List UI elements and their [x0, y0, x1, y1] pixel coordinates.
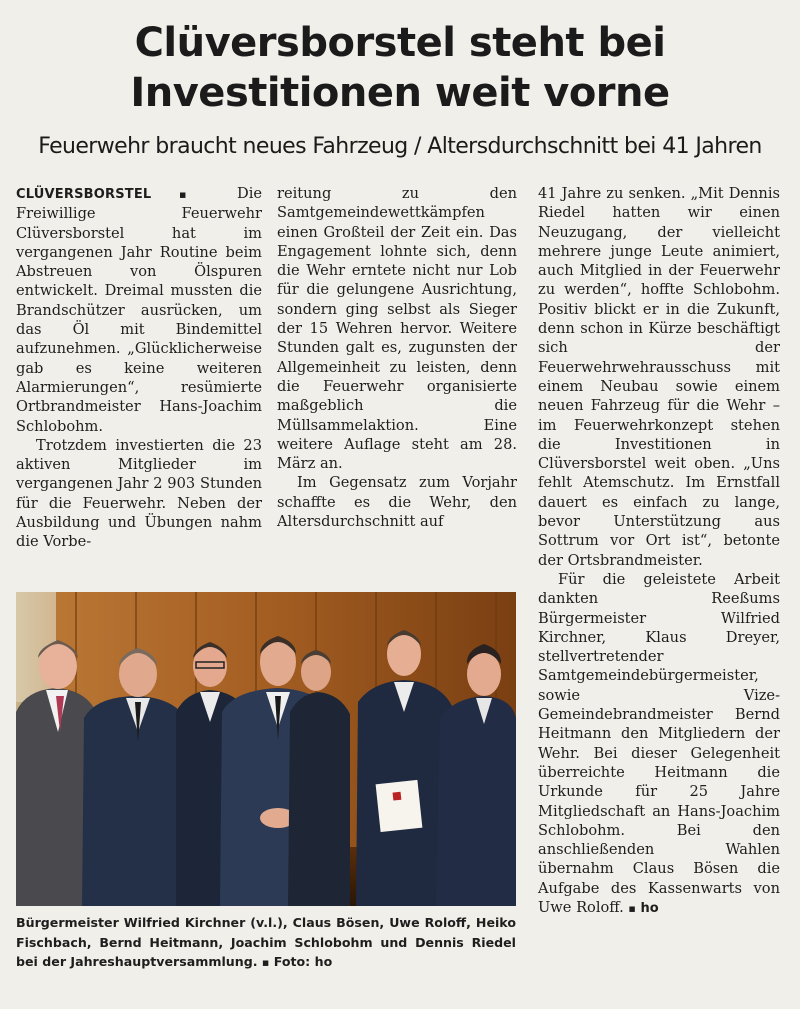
paragraph [538, 184, 780, 570]
paragraph-text: Im Gegensatz zum Vorjahr schaffte es die Wehr, den Altersdurchschnitt auf [277, 474, 517, 531]
paragraph-text: Für die geleistete Arbeit dankten Reeßums Bürgermeister Wilfried Kirchner, Klaus Dreyer, stellvertretender Samtgemeindebürgermeister, sowie Vize-Gemeindebrandmeister Bernd Heitmann den Mitgliedern der Wehr. Bei dieser Gelegenheit überreichte Heitmann die Urkunde für 25 Jahre Mitgliedschaft an Hans-Joachim Schlobohm. Bei den anschließenden Wahlen übernahm Claus Bösen die Aufgabe des Kassenwarts von Uwe Roloff. [538, 570, 780, 916]
caption-text: Bürgermeister Wilfried Kirchner (v.l.), Claus Bösen, Uwe Roloff, Heiko Fischbach, Bernd Heitmann, Joachim Schlobohm und Dennis Riedel bei der Jahreshauptversammlung. [16, 915, 516, 969]
paragraph [16, 436, 262, 552]
photo-caption [16, 913, 516, 973]
headline-line-1: Clüversborstel steht bei [134, 20, 666, 66]
dateline: CLÜVERSBORSTEL [16, 187, 152, 202]
article-subheadline: Feuerwehr braucht neues Fahrzeug / Altersdurchschnitt bei 41 Jahren [38, 134, 762, 159]
article-headline [0, 18, 800, 118]
author-separator: ▪ [628, 901, 636, 915]
credit-separator: ▪ [261, 956, 270, 969]
article-column-1 [16, 184, 262, 552]
paragraph [277, 473, 517, 531]
paragraph-text: Trotzdem investierten die 23 aktiven Mitglieder im vergangenen Jahr 2 903 Stunden für die Feuerwehr. Neben der Ausbildung und Übungen nahm die Vorbe- [16, 436, 262, 551]
group-photo [16, 592, 516, 906]
paragraph-text: Die Freiwillige Feuerwehr Clüversborstel hat im vergangenen Jahr Routine beim Abstreuen von Ölspuren entwickelt. Dreimal mussten die Brandschützer ausrücken, um das Öl mit Bindemittel aufzunehmen. „Glücklicherweise gab es keine weiteren Alarmierungen“, resümierte Ortbrandmeister Hans-Joachim Schlobohm. [16, 185, 263, 435]
article-column-2 [277, 184, 517, 531]
article-column-3 [538, 184, 780, 918]
dateline-separator: ▪ [179, 188, 210, 201]
group-photo-illustration [16, 592, 516, 906]
paragraph-text: reitung zu den Samtgemeindewettkämpfen einen Großteil der Zeit ein. Das Engagement lohnte sich, denn die Wehr erntete nicht nur Lob für die gelungene Ausrichtung, sondern ging selbst als Sieger der 15 Wehren hervor. Weitere Stunden galt es, zugunsten der Allgemeinheit zu leisten, denn die Feuerwehr organisierte maßgeblich die Müllsammelaktion. Eine weitere Auflage steht am 28. März an. [277, 185, 517, 473]
paragraph [538, 570, 780, 918]
paragraph-text: 41 Jahre zu senken. „Mit Dennis Riedel hatten wir einen Neuzugang, der vielleicht mehrere junge Leute animiert, auch Mitglied in der Feuerwehr zu werden“, hoffte Schlobohm. Positiv blickt er in die Zukunft, denn schon in Kürze beschäftigt sich der Feuerwehrwehrausschuss mit einem Neubau sowie einem neuen Fahrzeug für die Wehr – im Feuerwehrkonzept stehen die Investitionen in Clüversborstel weit oben. „Uns fehlt Atemschutz. Im Ernstfall dauert es einfach zu lange, bevor Unterstützung aus Sottrum vor Ort ist“, betonte der Ortsbrandmeister. [538, 185, 780, 569]
headline-line-2: Investitionen weit vorne [130, 70, 670, 116]
paragraph [16, 184, 262, 436]
paragraph [277, 184, 517, 473]
author-initials: ho [640, 900, 659, 916]
photo-credit: Foto: ho [273, 954, 333, 969]
